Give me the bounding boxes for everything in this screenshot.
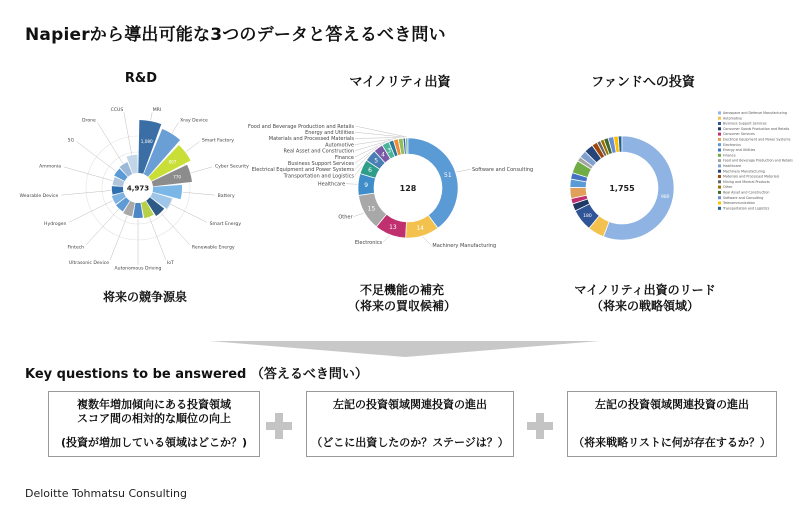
plus-icon xyxy=(266,413,292,439)
category-label-9: Real Asset and Construction xyxy=(283,148,354,155)
legend-swatch-14 xyxy=(718,186,721,189)
category-label-1: Machinery Manufacturing xyxy=(432,243,497,250)
minority-donut-chart xyxy=(248,112,534,262)
legend-swatch-5 xyxy=(718,138,721,141)
rnd-polar-chart xyxy=(19,96,250,276)
leader-line-0 xyxy=(456,169,471,172)
legend-item-9: Food and Beverage Production and Retails xyxy=(723,158,793,163)
category-label-5: Smart Energy xyxy=(209,222,242,228)
category-label-16: CCUS xyxy=(110,107,124,113)
legend-item-7: Energy and Utilities xyxy=(723,148,756,153)
leader-line-2 xyxy=(383,236,390,243)
category-label-10: Automotive xyxy=(325,142,354,149)
caption-rnd: 将来の競争源泉 xyxy=(102,290,187,304)
category-label-3: Cyber Security xyxy=(214,164,249,170)
legend-swatch-18 xyxy=(718,207,721,210)
category-label-1: Xray Device xyxy=(180,118,208,124)
category-label-0: MRI xyxy=(152,107,162,113)
legend-item-2: Business Support Services xyxy=(723,121,767,126)
category-label-8: Autonomous Driving xyxy=(114,266,162,272)
value-label-2: 807 xyxy=(168,159,177,165)
value-label-0: 51 xyxy=(444,171,452,179)
value-label-5: 6 xyxy=(368,167,372,175)
legend-swatch-7 xyxy=(718,149,721,152)
center-label: 128 xyxy=(399,184,417,193)
legend-swatch-1 xyxy=(718,117,721,120)
leader-line-7 xyxy=(150,218,166,260)
legend-item-16: Software and Consulting xyxy=(723,195,764,200)
legend-item-15: Real Asset and Construction xyxy=(723,190,770,195)
category-label-4: Healthcare xyxy=(317,181,346,188)
leader-line-14 xyxy=(77,142,116,172)
leader-line-15 xyxy=(97,123,122,164)
question-box-2: 左記の投資領域関連投資の進出 （どこに出資したのか？ステージは？） xyxy=(306,391,514,457)
down-arrow-icon xyxy=(210,341,600,359)
value-label-3: 770 xyxy=(173,174,182,180)
legend-swatch-9 xyxy=(718,159,721,162)
legend-swatch-2 xyxy=(718,122,721,125)
legend-swatch-6 xyxy=(718,143,721,146)
legend-swatch-15 xyxy=(718,191,721,194)
category-label-11: Materials and Processed Materials xyxy=(268,136,354,143)
value-label-3: 15 xyxy=(367,205,376,213)
legend-item-3: Consumer Goods Production and Retails xyxy=(723,126,790,131)
value-label-7: 4 xyxy=(381,151,385,159)
leader-line-2 xyxy=(186,142,199,152)
legend-item-10: Healthcare xyxy=(723,164,741,168)
legend-item-13: Mining and Mineral Products xyxy=(723,179,770,184)
category-label-8: Finance xyxy=(334,154,354,161)
legend-item-0: Aerospace and Defense Manufacturing xyxy=(723,111,788,115)
leader-line-3 xyxy=(191,167,212,173)
category-label-7: IoT xyxy=(166,261,174,267)
fund-donut-chart xyxy=(562,100,793,270)
center-label: 4,973 xyxy=(126,184,150,193)
polar-bar-8 xyxy=(133,203,143,218)
legend-item-11: Machinery Manufacturing xyxy=(723,169,766,174)
slide-title: Napierから導出可能な3つのデータと答えるべき問い xyxy=(25,25,446,45)
category-label-7: Business Support Services xyxy=(287,161,354,167)
value-label-2: 180 xyxy=(583,214,592,220)
category-label-6: Electrical Equipment and Power Systems xyxy=(251,167,354,174)
legend-item-1: Automotive xyxy=(723,116,743,121)
panel-title-fund: ファンドへの投資 xyxy=(591,75,695,90)
legend-swatch-13 xyxy=(718,180,721,183)
value-label-6: 5 xyxy=(374,157,379,165)
legend-swatch-0 xyxy=(718,111,721,114)
question-box-3: 左記の投資領域関連投資の進出 （将来戦略リストに何が存在するか？） xyxy=(567,391,777,457)
leader-line-10 xyxy=(86,209,118,244)
value-label-0: 1,080 xyxy=(140,138,153,144)
legend-swatch-12 xyxy=(718,175,721,178)
panel-title-minority: マイノリティ出資 xyxy=(349,75,451,90)
panel-title-rnd: R&D xyxy=(124,71,158,86)
leader-line-6 xyxy=(161,213,190,245)
category-label-10: Fintech xyxy=(67,245,85,251)
legend-item-17: Telecommunication xyxy=(723,201,755,206)
plus-icon xyxy=(527,413,553,439)
caption-fund: マイノリティ出資のリード （将来の戦略領域） xyxy=(574,283,716,313)
value-label-2: 13 xyxy=(389,224,397,232)
legend-item-14: Other xyxy=(723,185,733,190)
legend-item-18: Transportation and Logistics xyxy=(723,206,770,211)
leader-line-11 xyxy=(355,138,401,139)
legend-item-8: Finance xyxy=(723,153,736,158)
leader-line-16 xyxy=(124,112,132,154)
category-label-12: Energy and Utilities xyxy=(305,130,354,136)
center-label: 1,755 xyxy=(609,184,635,193)
leader-line-13 xyxy=(355,126,407,137)
leader-line-4 xyxy=(346,184,357,185)
legend-swatch-16 xyxy=(718,196,721,199)
key-questions-heading: Key questions to be answered （答えるべき問い） xyxy=(25,367,368,382)
value-label-0: 980 xyxy=(660,195,670,201)
category-label-9: Ultrasonic Device xyxy=(68,261,110,267)
category-label-13: Ammonia xyxy=(39,164,62,170)
legend-item-4: Consumer Services xyxy=(723,132,755,137)
category-label-2: Smart Factory xyxy=(201,138,234,144)
value-label-8: 3 xyxy=(387,147,392,155)
category-label-12: Wearable Device xyxy=(19,193,59,199)
question-box-1: 複数年増加傾向にある投資領域 スコア間の相対的な順位の向上 (投資が増加している領域はどこか？) xyxy=(48,391,260,457)
value-label-4: 9 xyxy=(364,181,369,189)
category-label-13: Food and Beverage Production and Retails xyxy=(248,123,354,130)
category-label-14: 5G xyxy=(67,138,75,144)
legend-item-12: Materials and Processed Materials xyxy=(723,174,780,179)
leader-line-9 xyxy=(110,216,127,260)
category-label-2: Electronics xyxy=(354,239,383,246)
legend-item-6: Electronics xyxy=(723,142,741,147)
footer-company: Deloitte Tohmatsu Consulting xyxy=(25,487,187,500)
donut-slice-0 xyxy=(408,138,458,228)
legend-swatch-4 xyxy=(718,133,721,136)
leader-line-0 xyxy=(151,112,152,120)
category-label-4: Battery xyxy=(217,193,235,199)
category-label-6: Renewable Energy xyxy=(191,245,235,251)
leader-line-1 xyxy=(172,123,178,133)
leader-line-3 xyxy=(354,213,364,216)
leader-line-1 xyxy=(423,237,432,246)
category-label-0: Software and Consulting xyxy=(471,166,534,173)
category-label-15: Drone xyxy=(82,118,96,124)
value-label-1: 14 xyxy=(416,225,425,233)
category-label-3: Other xyxy=(338,214,353,221)
legend-swatch-11 xyxy=(718,170,721,173)
legend-swatch-10 xyxy=(718,164,721,167)
caption-minority: 不足機能の補充 （将来の買収候補） xyxy=(347,283,456,313)
leader-line-4 xyxy=(183,192,215,195)
leader-line-5 xyxy=(171,204,207,222)
legend-swatch-17 xyxy=(718,202,721,205)
legend-item-5: Electrical Equipment and Power Systems xyxy=(723,137,791,142)
legend-swatch-3 xyxy=(718,127,721,130)
category-label-5: Transportation and Logistics xyxy=(283,173,354,180)
legend-swatch-8 xyxy=(718,154,721,157)
leader-line-11 xyxy=(69,201,112,223)
category-label-11: Hydrogen xyxy=(44,222,67,228)
